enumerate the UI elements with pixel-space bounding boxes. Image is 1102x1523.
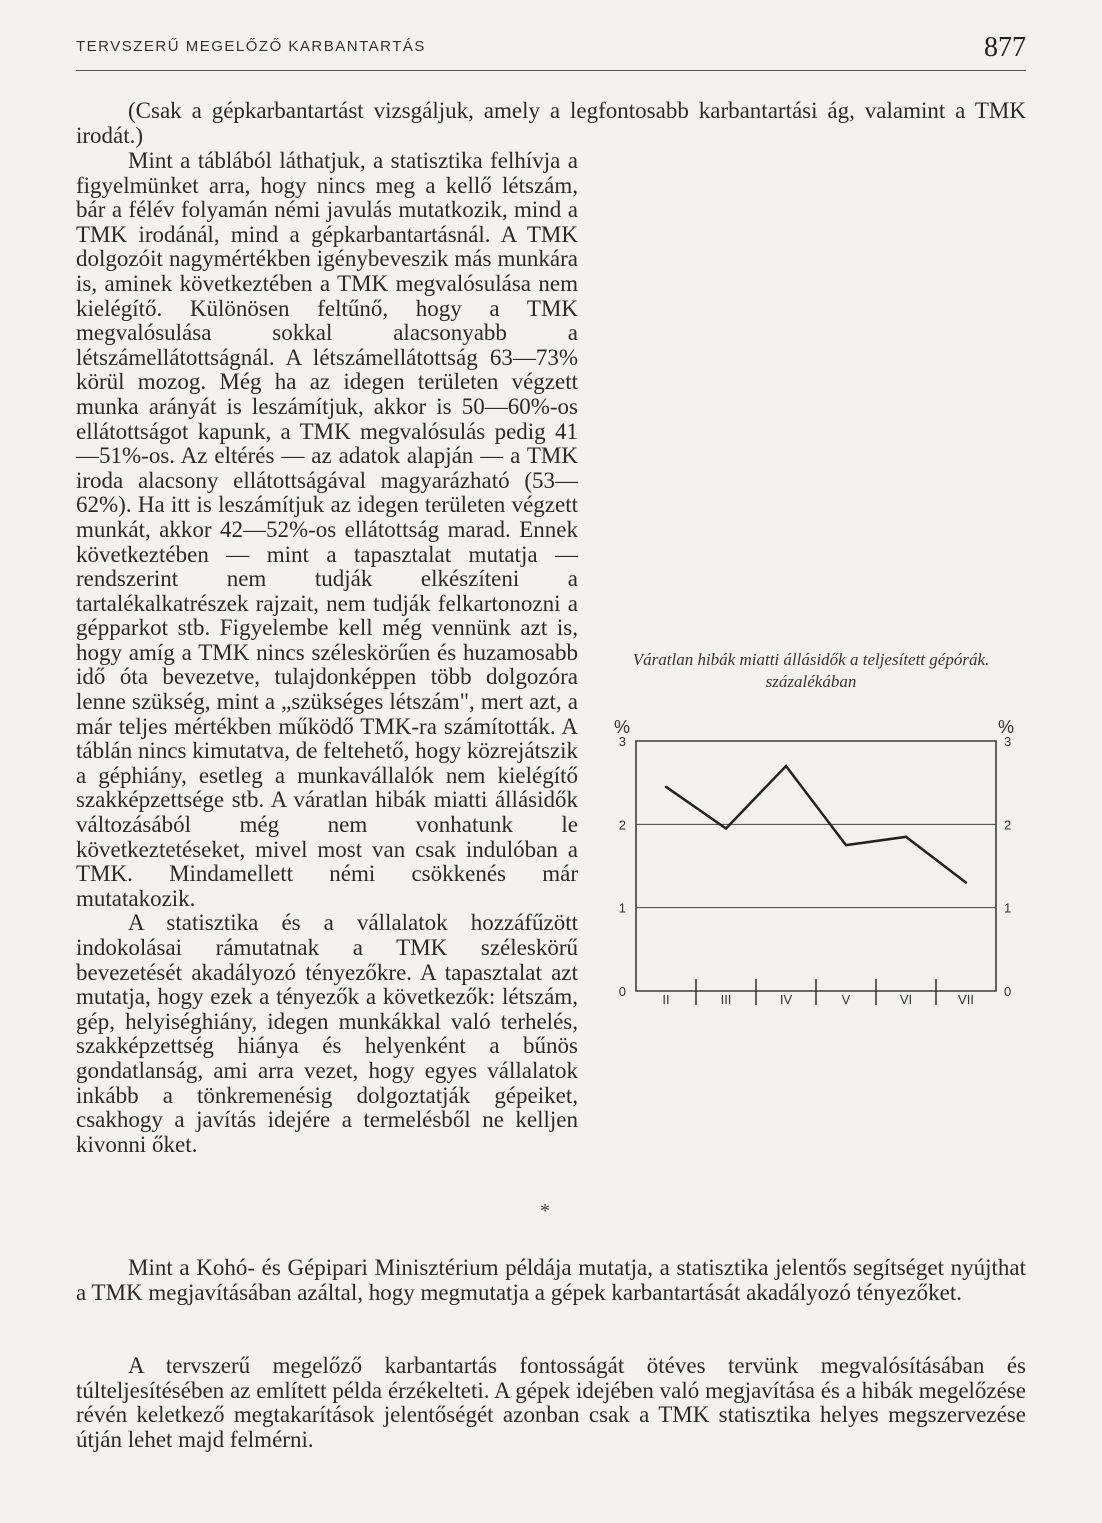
paragraph-2-container	[76, 149, 1026, 1159]
paragraph-2: Mint a táblából láthatjuk, a statisztika felhívja a figyelmünket arra, hogy nincs meg a kellő létszám, bár a félév folyamán némi javulás mutatkozik, mind a TMK irodánál, mind a gépkarbantartásnál. A TMK dolgozóit nagymértékben igénybeveszik más munkára is, aminek következtében a TMK megvalósulása nem kielégítő. Különösen feltűnő, hogy a TMK megvalósulása sokkal alacsonyabb a létszámellátottságnál. A létszámellátottság 63—73% körül mozog. Még ha az idegen területen végzett munka arányát is leszámítjuk, akkor is 50—60%-os ellátottságot kapunk, a TMK megvalósulás pedig 41—51%-os. Az eltérés — az adatok alapján — a TMK iroda alacsony ellátottságával magyarázható (53—62%). Ha itt is leszámítjuk az idegen területen végzett munkát, akkor 42—52%-os ellátottság marad. Ennek következtében — mint a tapasztalat mutatja — rendszerint nem tudják elkészíteni a tartalékalkatrészek rajzait, nem tudják felkartonozni a gépparkot stb. Figyelembe kell még vennünk azt is, hogy amíg a TMK nincs széleskörűen és huzamosabb idő óta bevezetve, tulajdonképpen több dolgozóra lenne szükség, mint a „szükséges létszám", mert azt, a már teljes mértékben működő TMK-ra számították. A táblán nincs kimutatva, de feltehető, hogy közrejátszik a géphiány, esetleg a munkavállalók nem kielégítő szakképzettsége stb. A váratlan hibák miatti állásidők változásából még nem vonhatunk le következtetéseket, mivel most van csak indulóban a TMK. Mindamellett némi csökkenés már mutatakozik.	[76, 148, 579, 911]
running-head: TERVSZERŰ MEGELŐZŐ KARBANTARTÁS	[76, 38, 426, 55]
ytick-right-2: 2	[1004, 817, 1012, 833]
ytick-right-3: 3	[1004, 734, 1012, 749]
xtick-II: II	[662, 992, 670, 1007]
data-point-V	[845, 844, 847, 846]
page-number: 877	[984, 32, 1026, 63]
chart-frame	[636, 741, 996, 991]
xtick-V: V	[841, 992, 851, 1007]
chart-caption: Váratlan hibák miatti állásidők a teljesített gépórák. százalékában	[632, 650, 990, 691]
ytick-left-3: 3	[618, 734, 626, 749]
xtick-III: III	[720, 992, 732, 1007]
page-header	[76, 30, 1026, 71]
chart-figure	[596, 641, 1026, 1159]
xtick-IV: IV	[779, 992, 793, 1007]
data-point-II	[665, 786, 667, 788]
paragraph-5: A tervszerű megelőző karbantartás fontosságát ötéves tervünk megvalósításában és túlteljesítésében az említett példa érzékelteti. A gépek idejében való megjavítása és a hibák megelőzése révén keletkező megtakarítások jelentőségét azonban csak a TMK statisztika helyes megszervezése útján lehet majd felmérni.	[76, 1353, 1026, 1452]
data-point-IV	[785, 765, 787, 767]
xtick-VI: VI	[899, 992, 913, 1007]
ytick-right-0: 0	[1004, 984, 1012, 999]
unit-label-right: %	[998, 717, 1015, 737]
ytick-left-1: 1	[618, 900, 626, 916]
ytick-left-0: 0	[618, 984, 626, 999]
data-point-VI	[905, 836, 907, 838]
line-chart	[596, 711, 1026, 1031]
paragraph-4: Mint a Kohó- és Gépipari Minisztérium példája mutatja, a statisztika jelentős segítséget nyújthat a TMK megjavításában azáltal, hogy megmutatja a gépek karbantartását akadályozó tényezőket.	[76, 1255, 1026, 1305]
section-separator: *	[540, 1200, 550, 1222]
data-point-III	[725, 827, 727, 829]
data-point-VII	[965, 881, 967, 883]
ytick-left-2: 2	[618, 817, 626, 833]
paragraph-3: A statisztika és a vállalatok hozzáfűzött indokolásai rámutatnak a TMK széleskörű bevezetését akadályozó tényezőkre. A tapasztalat azt mutatja, hogy ezek a tényezők a következők: létszám, gép, helyiséghiány, idegen munkákkal való terhelés, szakképzettség hiánya és helyenként a bűnös gondatlanság, ami arra vezet, hogy egyes vállalatok inkább a tönkremenésig dolgoztatják gépeiket, csakhogy a javítás idejére a termelésből ne kelljen kivonni őket.	[76, 910, 578, 1157]
unit-label-left: %	[614, 717, 631, 737]
xtick-VII: VII	[958, 992, 974, 1007]
paragraph-1: (Csak a gépkarbantartást vizsgáljuk, amely a legfontosabb karbantartási ág, valamint a TMK irodát.)	[76, 98, 1026, 148]
ytick-right-1: 1	[1004, 900, 1012, 916]
